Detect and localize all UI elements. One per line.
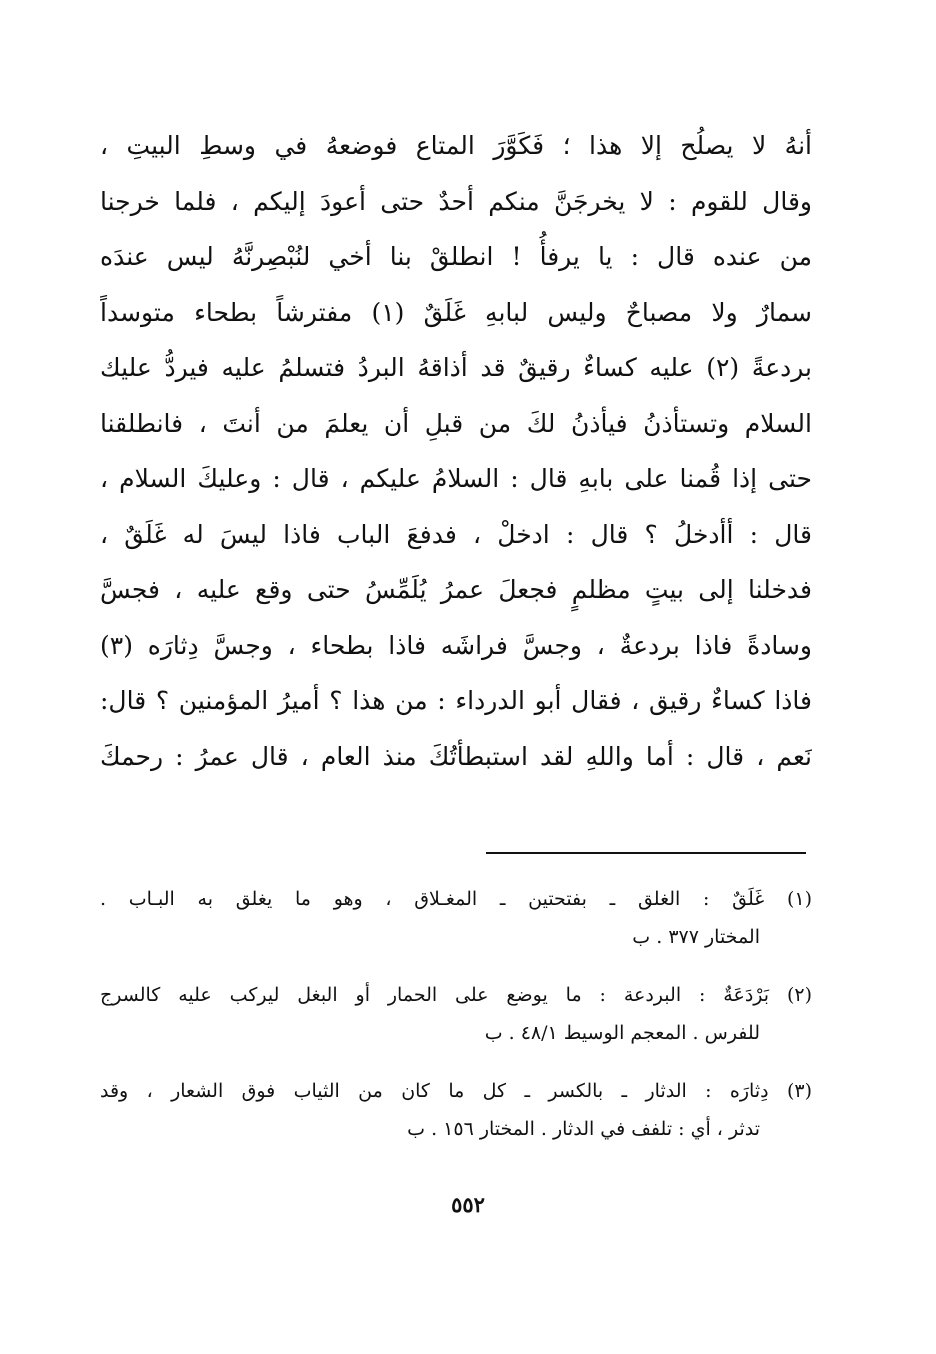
- text-line: حتى إذا قُمنا على بابهِ قال : السلامُ عليكم ، قال : وعليكَ السلام ،: [100, 464, 812, 493]
- footnote-3: [100, 1072, 812, 1148]
- text-line: من عنده قال : يا يرفأُ ! انطلقْ بنا أخي لنُبْصِرنَّهُ ليس عندَه: [100, 242, 812, 271]
- text-line: فاذا كساءٌ رقيق ، فقال أبو الدرداء : من هذا ؟ أميرُ المؤمنين ؟ قال:: [100, 686, 812, 715]
- text-line: فدخلنا إلى بيتٍ مظلمٍ فجعلَ عمرُ يُلَمِّسُ حتى وقع عليه ، فجسَّ: [100, 575, 812, 604]
- footnote-text: (١) غَلَقٌ : الغلق ـ بفتحتين ـ المغـلاق ، وهو ما يغلق به البـاب .: [100, 888, 812, 910]
- footnote-text: (٢) بَرْدَعَةٌ : البردعة : ما يوضع على الحمار أو البغل ليركب عليه كالسرج: [100, 984, 812, 1006]
- text-line: السلام وتستأذنُ فيأذنُ لكَ من قبلِ أن يعلمَ من أنتَ ، فانطلقنا: [100, 408, 812, 438]
- footnote-reference: المختار ٣٧٧ . ب: [632, 926, 760, 948]
- footnote-2: [100, 976, 812, 1052]
- footnote-1: [100, 880, 812, 956]
- text-line: قال : أأدخلُ ؟ قال : ادخلْ ، فدفعَ الباب فاذا ليسَ له غَلَقٌ ،: [100, 519, 812, 549]
- text-line: نَعم ، قال : أما واللهِ لقد استبطأتُكَ منذ العام ، قال عمرُ : رحمكَ: [100, 741, 812, 771]
- text-line: بردعةً (٢) عليه كساءٌ رقيقٌ قد أذاقهُ البردُ فتسلمُ عليه فيردُّ عليك: [100, 353, 812, 382]
- footnote-reference: للفرس . المعجم الوسيط ٤٨/١ . ب: [484, 1022, 760, 1044]
- text-line: أنهُ لا يصلُح إلا هذا ؛ فَكَوَّرَ المتاع فوضعهُ في وسطِ البيتِ ،: [100, 131, 812, 160]
- text-line: وسادةً فاذا بردعةٌ ، وجسَّ فراشَه فاذا بطحاء ، وجسَّ دِثارَه (٣): [100, 630, 812, 660]
- page-number: ٥٥٢: [451, 1192, 485, 1217]
- footnotes-block: [100, 880, 812, 1168]
- text-line: سمارٌ ولا مصباحٌ وليس لبابهِ غَلَقٌ (١) مفترشاً بطحاء متوسداً: [100, 297, 812, 327]
- main-text-block: [100, 118, 812, 784]
- footnote-reference: تدثر ، أي : تلفف في الدثار . المختار ١٥٦ . ب: [407, 1118, 760, 1140]
- footnote-separator: [486, 852, 806, 854]
- text-line: وقال للقوم : لا يخرجَنَّ منكم أحدٌ حتى أعودَ إليكم ، فلما خرجنا: [100, 186, 812, 216]
- footnote-text: (٣) دِثارَه : الدثار ـ بالكسر ـ كل ما كان من الثياب فوق الشعار ، وقد: [100, 1080, 812, 1102]
